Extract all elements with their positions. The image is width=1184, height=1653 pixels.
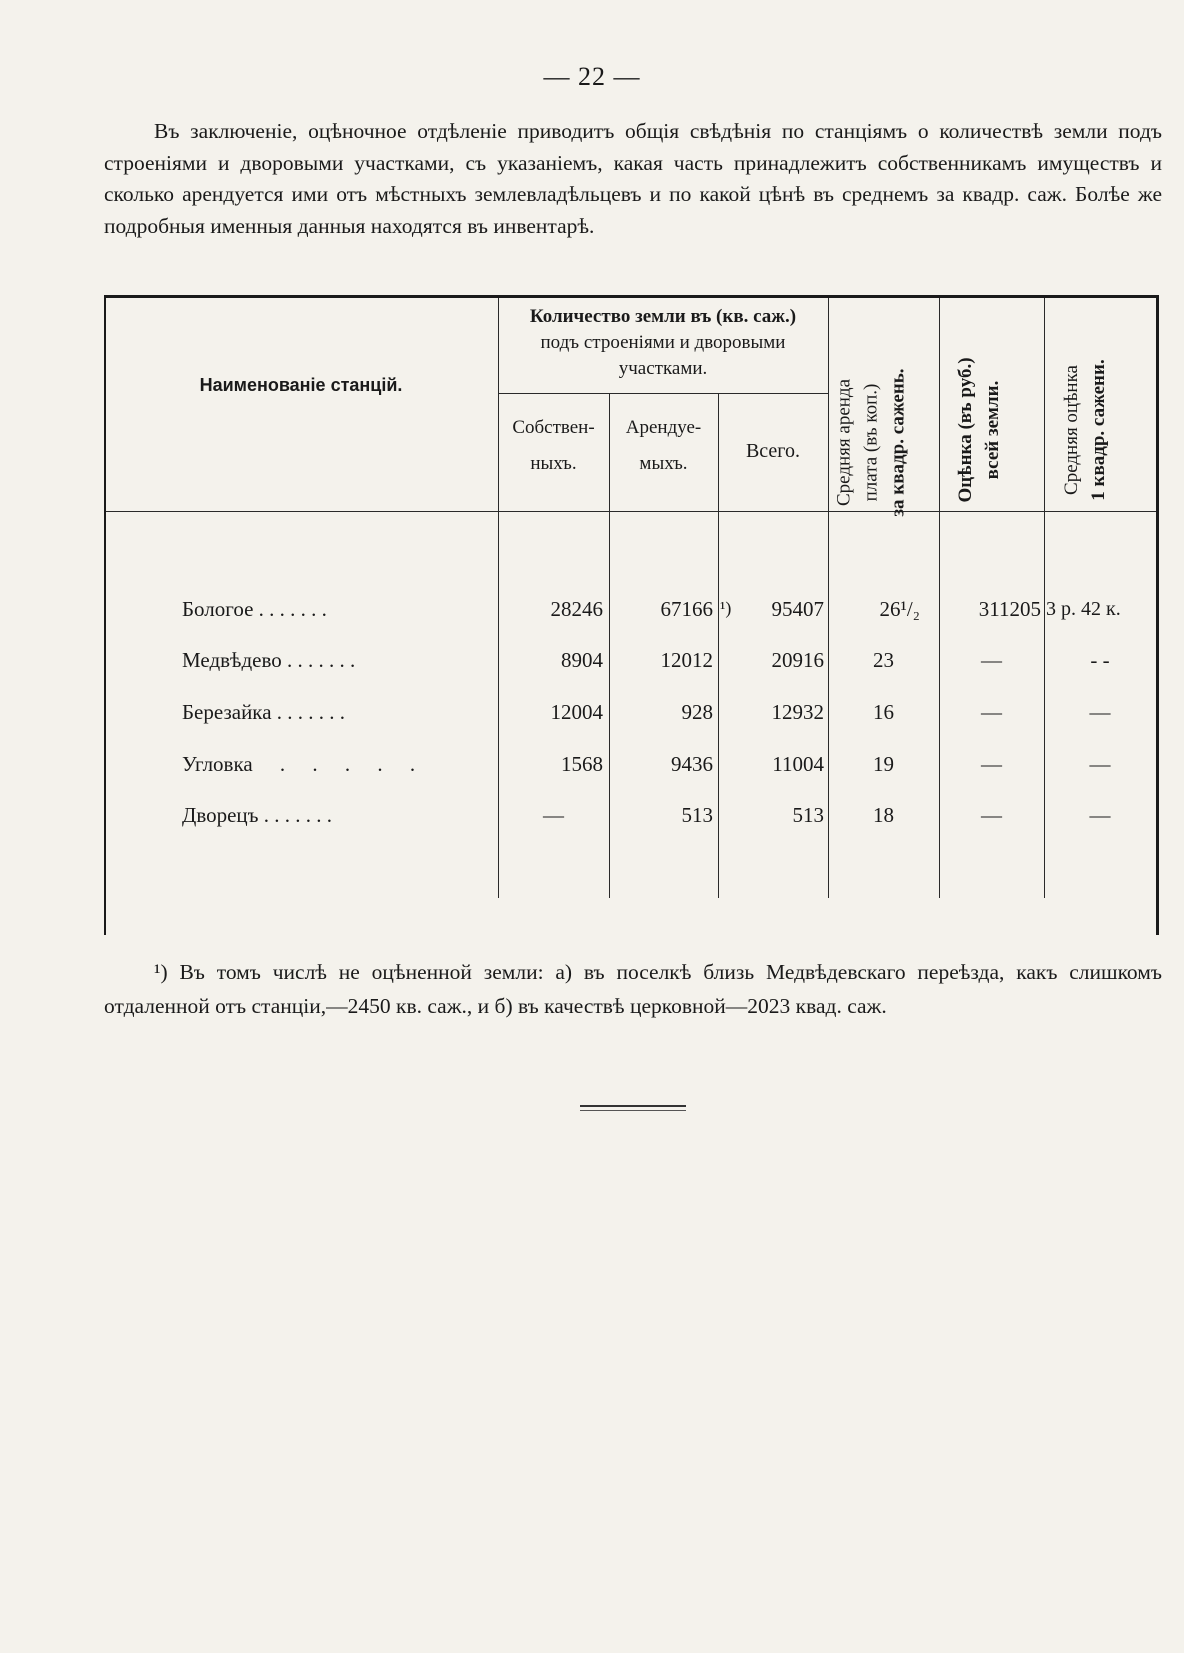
table-row-avg: - - <box>1090 648 1110 672</box>
table-row-total-mark: ¹) <box>720 598 732 618</box>
table-row-value: — <box>981 648 1002 672</box>
table-row-avg: — <box>1089 752 1111 776</box>
intro-text: Въ заключеніе, оцѣночное отдѣленіе приводитъ общія свѣдѣнія по станціямъ о количествѣ земли подъ строеніями и дворовыми участками, съ указаніемъ, какая часть принадлежитъ собственникамъ имуществъ и сколько арендуется ими отъ мѣстныхъ землевладѣльцевъ и по какой цѣнѣ въ среднемъ за квадр. саж. Болѣе же подробныя именныя данныя находятся въ инвентарѣ. <box>104 119 1162 238</box>
header-value <box>952 330 1032 530</box>
table-row-rented: 12012 <box>660 648 713 672</box>
header-land-line3: участками. <box>618 358 708 379</box>
header-rent-line1: Средняя аренда <box>833 378 855 507</box>
header-avg-line2: 1 квадр. сажени. <box>1088 359 1109 501</box>
intro-paragraph <box>104 116 1162 242</box>
header-owned-line2: ныхъ. <box>530 453 577 474</box>
table-row-total: 20916 <box>771 648 824 672</box>
table-row-avg: — <box>1089 700 1111 724</box>
header-rented-line1: Арендуе- <box>625 417 702 438</box>
header-land-group <box>498 304 828 382</box>
header-owned-line1: Собствен- <box>512 417 595 438</box>
header-land-line1: Количество земли въ (кв. саж.) <box>529 306 797 327</box>
table-row-total: 12932 <box>771 700 824 724</box>
page-number: — 22 — <box>543 62 641 91</box>
table-row-station: Дворецъ . . . . . . . <box>182 803 333 827</box>
table-row-owned: 12004 <box>550 700 603 724</box>
header-rented-line2: мыхъ. <box>639 453 688 474</box>
table-row-rent: 16 <box>873 700 894 724</box>
header-avg <box>1058 330 1138 530</box>
table-row-value: 311205 <box>978 597 1041 621</box>
header-rent <box>831 343 936 543</box>
subheader-rule <box>498 393 828 394</box>
table-row-station: Угловка . . . . . <box>182 752 416 776</box>
table-row-total: 513 <box>792 803 824 827</box>
table-row-value: — <box>981 752 1002 776</box>
table-row-rent: 19 <box>873 752 894 776</box>
header-total: Всего. <box>745 440 801 462</box>
header-avg-line1: Средняя оцѣнка <box>1061 365 1082 495</box>
footnote-body: Въ томъ числѣ не оцѣненной земли: а) въ поселкѣ близь Медвѣдевскаго переѣзда, какъ слишкомъ отдаленной отъ станціи,—2450 кв. саж., и б) въ качествѣ церковной—2023 квад. саж. <box>104 960 1163 1018</box>
land-table <box>104 295 1159 935</box>
table-row-value: — <box>981 700 1002 724</box>
table-row-value: — <box>981 803 1002 827</box>
footnote-text <box>104 955 1162 1023</box>
table-row-rented: 928 <box>681 700 713 724</box>
header-rent-line3: за квадр. сажень. <box>887 368 909 517</box>
table-row-avg: 3 р. 42 к. <box>1046 598 1121 620</box>
table-row-owned: 28246 <box>550 597 603 621</box>
header-owned <box>498 410 609 482</box>
table-row-rented: 513 <box>681 803 713 827</box>
table-row-total: 11004 <box>772 752 824 776</box>
end-rule <box>580 1110 686 1111</box>
table-row-rented: 9436 <box>671 752 713 776</box>
table-row-station: Медвѣдево . . . . . . . <box>182 648 356 672</box>
table-row-rent: 26¹/₂ <box>879 597 920 621</box>
table-row-rent: 23 <box>873 648 894 672</box>
footnote <box>104 955 1162 1023</box>
header-value-line1: Оцѣнка (въ руб.) <box>955 357 976 503</box>
header-value-line2: всей земли. <box>982 380 1003 480</box>
table-row-avg: — <box>1089 803 1111 827</box>
header-land-line2: подъ строеніями и дворовыми <box>540 332 786 353</box>
end-rule <box>580 1105 686 1107</box>
table-row-station: Бологое . . . . . . . <box>182 597 327 621</box>
table-row-rented: 67166 <box>660 597 713 621</box>
table-row-rent: 18 <box>873 803 894 827</box>
table-row-owned: 8904 <box>561 648 603 672</box>
header-rented <box>609 410 718 482</box>
table-row-station: Березайка . . . . . . . <box>182 700 346 724</box>
table-row-owned: 1568 <box>561 752 603 776</box>
table-row-total: 95407 <box>771 597 824 621</box>
footnote-mark: ¹) <box>154 960 168 984</box>
table-row-owned: — <box>543 803 564 827</box>
header-rent-line2: плата (въ коп.) <box>860 383 882 502</box>
header-station: Наименованіе станцій. <box>199 375 403 395</box>
